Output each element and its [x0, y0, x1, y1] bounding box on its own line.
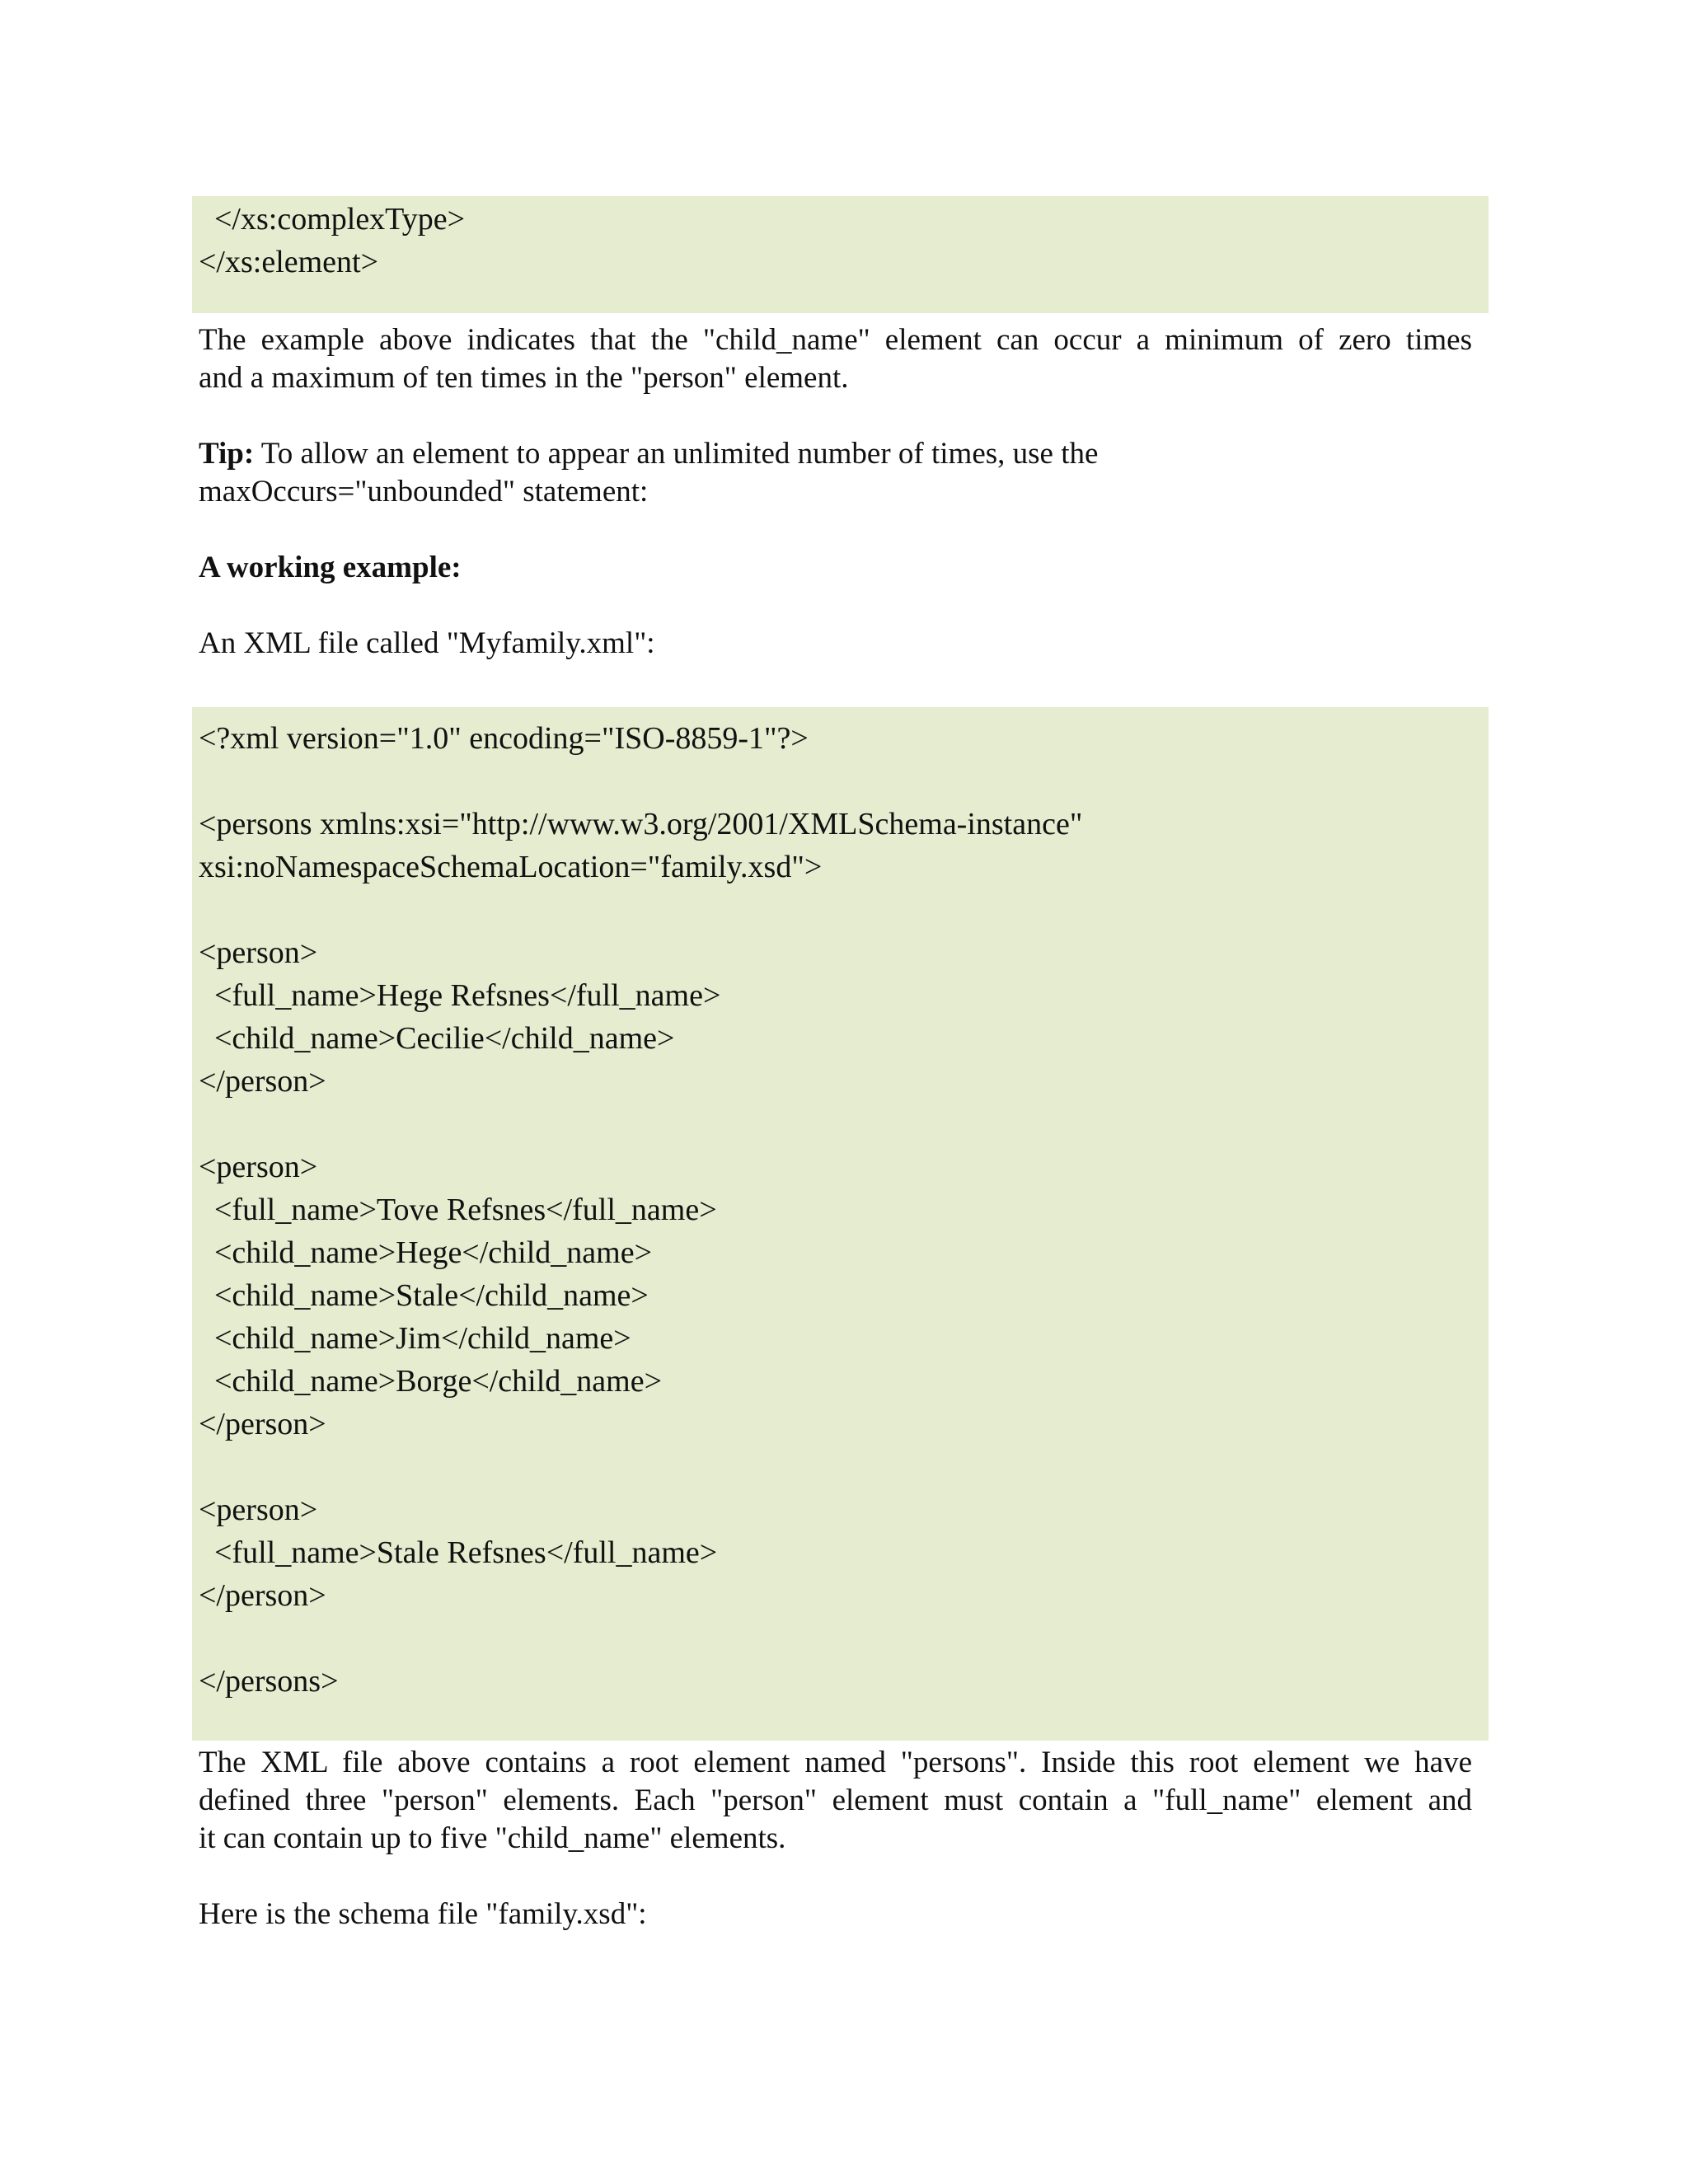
- schema-file-intro: Here is the schema file "family.xsd":: [199, 1897, 647, 1931]
- tip-paragraph: [199, 435, 1472, 511]
- code-block-top: [192, 196, 1489, 313]
- tip-text: To allow an element to appear an unlimited number of times, use the: [254, 437, 1099, 471]
- paragraph-line: and a maximum of ten times in the "person" element.: [199, 361, 849, 395]
- code-line: </person>: [199, 1064, 326, 1099]
- paragraph-line: it can contain up to five "child_name" elements.: [199, 1821, 786, 1855]
- code-line: <full_name>Hege Refsnes</full_name>: [199, 978, 721, 1013]
- code-line: </xs:element>: [199, 245, 379, 279]
- code-line: <person>: [199, 1493, 318, 1527]
- code-line: <child_name>Hege</child_name>: [199, 1235, 652, 1270]
- paragraph-xml-explanation: [199, 1744, 1472, 1858]
- code-line: </persons>: [199, 1664, 339, 1699]
- code-line: <child_name>Jim</child_name>: [199, 1321, 631, 1356]
- code-line: <person>: [199, 935, 318, 970]
- code-line: <child_name>Stale</child_name>: [199, 1278, 649, 1313]
- tip-line: maxOccurs="unbounded" statement:: [199, 475, 649, 509]
- code-line: <child_name>Borge</child_name>: [199, 1364, 663, 1399]
- tip-label: Tip:: [199, 437, 255, 471]
- code-line: xsi:noNamespaceSchemaLocation="family.xsd">: [199, 850, 823, 884]
- code-line: </xs:complexType>: [199, 202, 466, 237]
- code-line: <?xml version="1.0" encoding="ISO-8859-1"?>: [199, 721, 809, 756]
- code-line: <persons xmlns:xsi="http://www.w3.org/2001/XMLSchema-instance": [199, 807, 1083, 841]
- code-line: <child_name>Cecilie</child_name>: [199, 1021, 675, 1056]
- code-block-xml: [192, 707, 1489, 1741]
- code-line: </person>: [199, 1578, 326, 1613]
- paragraph-line: defined three "person" elements. Each "person" element must contain a "full_name" element and: [199, 1783, 1472, 1817]
- xml-file-intro: An XML file called "Myfamily.xml":: [199, 626, 655, 660]
- code-line: <full_name>Stale Refsnes</full_name>: [199, 1535, 718, 1570]
- code-line: <person>: [199, 1150, 318, 1184]
- code-line: <full_name>Tove Refsnes</full_name>: [199, 1193, 717, 1227]
- paragraph-occurrence-explanation: [199, 321, 1472, 397]
- paragraph-line: The XML file above contains a root element named "persons". Inside this root element we have: [199, 1746, 1472, 1779]
- paragraph-line: The example above indicates that the "child_name" element can occur a minimum of zero times: [199, 323, 1472, 357]
- code-line: </person>: [199, 1407, 326, 1441]
- tip-line: [199, 435, 1472, 473]
- working-example-heading: A working example:: [199, 551, 462, 584]
